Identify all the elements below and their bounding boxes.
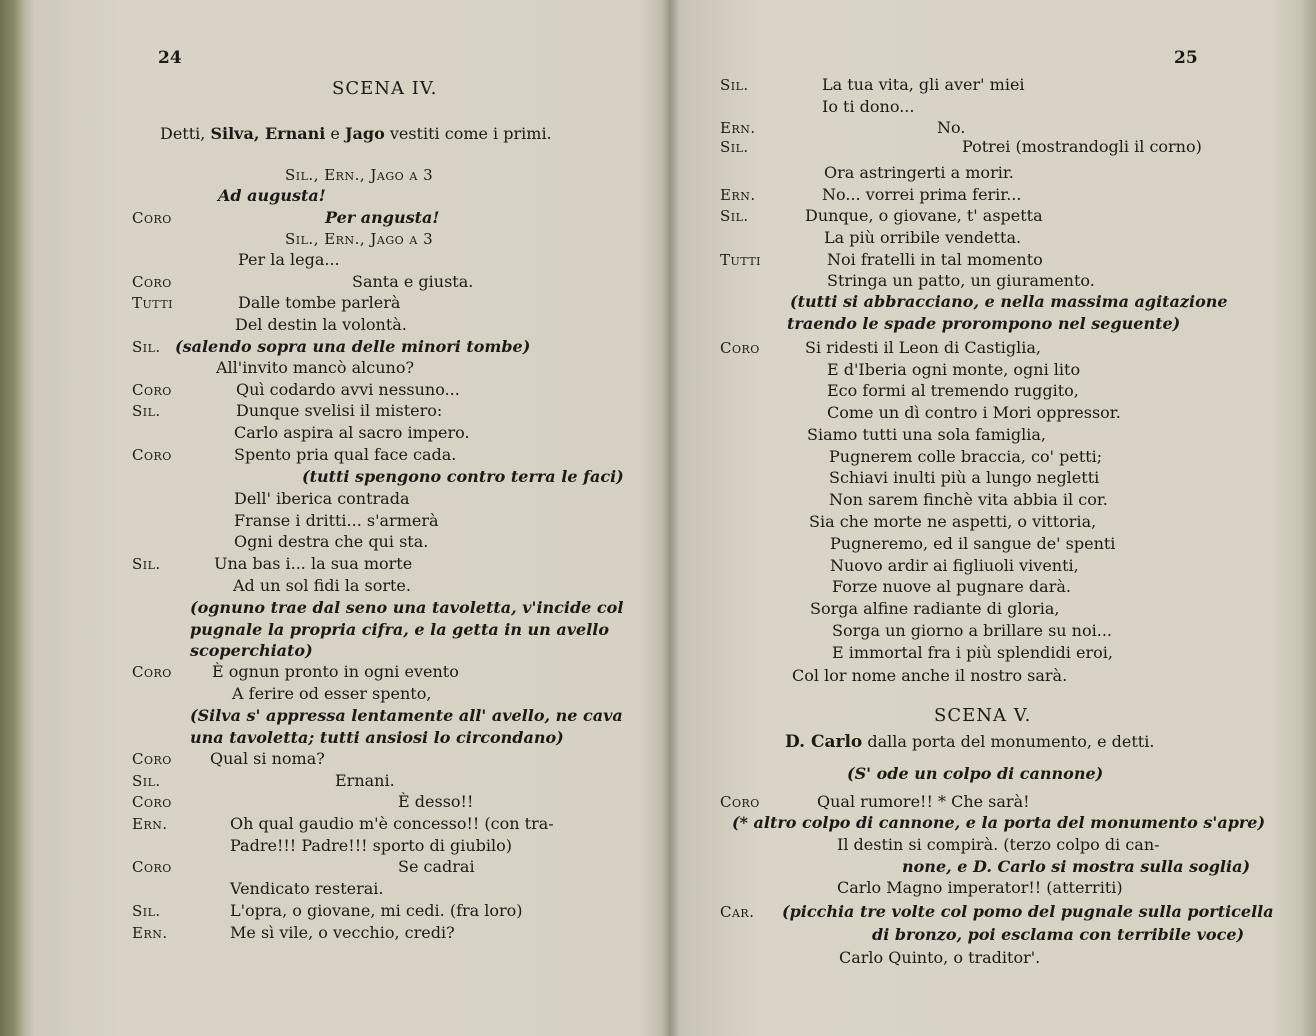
verse-line: Sil., Ern., Jago a 3: [285, 230, 434, 248]
verse-line: Schiavi inulti più a lungo negletti: [829, 468, 1100, 487]
verse-line: Spento pria qual face cada.: [234, 445, 457, 464]
verse-line: E d'Iberia ogni monte, ogni lito: [827, 360, 1081, 379]
speaker-label: Coro: [132, 663, 172, 681]
scene-title: SCENA IV.: [332, 78, 438, 99]
verse-line: Ora astringerti a morir.: [824, 163, 1014, 182]
stage-direction-line: Per angusta!: [325, 208, 440, 227]
stage-direction-line: (tutti spengono contro terra le faci): [302, 467, 624, 486]
verse-line: Col lor nome anche il nostro sarà.: [792, 666, 1068, 685]
verse-line: Qual rumore!! * Che sarà!: [817, 792, 1030, 811]
verse-line: Dunque, o giovane, t' aspetta: [805, 206, 1043, 225]
verse-line: Santa e giusta.: [352, 272, 474, 291]
verse-line: Quì codardo avvi nessuno...: [236, 380, 460, 399]
verse-line: Dalle tombe parlerà: [238, 293, 401, 312]
verse-line: La più orribile vendetta.: [824, 228, 1022, 247]
verse-line: È desso!!: [398, 792, 474, 811]
verse-line: Padre!!! Padre!!! sporto di giubilo): [230, 836, 512, 855]
verse-line: Come un dì contro i Mori oppressor.: [827, 403, 1121, 422]
speaker-label: Sil.: [132, 338, 161, 356]
stage-direction: [785, 732, 1154, 752]
speaker-label: Sil.: [720, 138, 749, 156]
speaker-label: Coro: [132, 750, 172, 768]
speaker-label: Ern.: [720, 119, 756, 137]
verse-line: Sil., Ern., Jago a 3: [285, 166, 434, 184]
scene-title: SCENA V.: [934, 705, 1032, 726]
stage-direction-line: (* altro colpo di cannone, e la porta del monumento s'apre): [732, 813, 1266, 832]
verse-line: Noi fratelli in tal momento: [827, 250, 1043, 269]
stage-direction-line: (tutti si abbracciano, e nella massima agitazione: [790, 292, 1228, 311]
verse-line: Non sarem finchè vita abbia il cor.: [829, 490, 1108, 509]
verse-line: Per la lega...: [238, 250, 340, 269]
stage-direction-line: una tavoletta; tutti ansiosi lo circondano): [190, 728, 564, 747]
verse-line: A ferire od esser spento,: [232, 684, 432, 703]
speaker-label: Ern.: [720, 186, 756, 204]
speaker-label: Coro: [132, 381, 172, 399]
speaker-label: Coro: [720, 339, 760, 357]
verse-line: Carlo aspira al sacro impero.: [234, 423, 470, 442]
verse-line: Franse i dritti... s'armerà: [234, 511, 439, 530]
verse-line: Stringa un patto, un giuramento.: [827, 271, 1095, 290]
verse-line: Dell' iberica contrada: [234, 489, 410, 508]
speaker-label: Sil.: [720, 76, 749, 94]
verse-line: È ognun pronto in ogni evento: [212, 662, 459, 681]
speaker-label: Ern.: [132, 815, 168, 833]
verse-line: Siamo tutti una sola famiglia,: [807, 425, 1046, 444]
stage-direction: [160, 124, 552, 144]
verse-line: Si ridesti il Leon di Castiglia,: [805, 338, 1042, 357]
page-number: 25: [1174, 48, 1198, 68]
verse-line: Nuovo ardir ai figliuoli viventi,: [830, 556, 1079, 575]
speaker-label: Sil.: [132, 555, 161, 573]
verse-line: Il destin si compirà. (terzo colpo di can-: [837, 835, 1160, 854]
direction-text: e: [325, 124, 345, 143]
speaker-label: Coro: [132, 858, 172, 876]
verse-line: L'opra, o giovane, mi cedi. (fra loro): [230, 901, 523, 920]
verse-line: Una bas i... la sua morte: [214, 554, 413, 573]
verse-line: Forze nuove al pugnare darà.: [832, 577, 1071, 596]
verse-line: Qual si noma?: [210, 749, 325, 768]
stage-direction-line: pugnale la propria cifra, e la getta in un avello: [190, 620, 610, 639]
speaker-label: Sil.: [132, 402, 161, 420]
speaker-label: Coro: [132, 209, 172, 227]
character-name: Jago: [344, 124, 385, 143]
speaker-label: Coro: [132, 793, 172, 811]
direction-text: vestiti come i primi.: [384, 124, 552, 143]
verse-line: Me sì vile, o vecchio, credi?: [230, 923, 455, 942]
speaker-label: Sil.: [132, 902, 161, 920]
verse-line: Dunque svelisi il mistero:: [236, 401, 443, 420]
verse-line: Sia che morte ne aspetti, o vittoria,: [809, 512, 1097, 531]
speaker-label: Coro: [132, 446, 172, 464]
verse-line: No... vorrei prima ferir...: [822, 185, 1022, 204]
speaker-label: Tutti: [720, 251, 761, 269]
stage-direction-line: (picchia tre volte col pomo del pugnale sulla porticella: [782, 902, 1274, 921]
direction-text: Detti,: [160, 124, 211, 143]
page-number: 24: [158, 48, 182, 68]
verse-line: La tua vita, gli aver' miei: [822, 75, 1025, 94]
right-page: [672, 0, 1316, 1036]
character-names: Silva, Ernani: [210, 124, 326, 143]
stage-direction-line: scoperchiato): [190, 641, 313, 660]
verse-line: Carlo Magno imperator!! (atterriti): [837, 878, 1123, 897]
stage-direction-line: (Silva s' appressa lentamente all' avello, ne cava: [190, 706, 623, 725]
direction-text: dalla porta del monumento, e detti.: [862, 732, 1155, 751]
stage-direction-line: traendo le spade prorompono nel seguente): [787, 314, 1181, 333]
verse-line: Se cadrai: [398, 857, 475, 876]
stage-direction-line: none, e D. Carlo si mostra sulla soglia): [902, 857, 1251, 876]
verse-line: Ad un sol fidi la sorte.: [233, 576, 411, 595]
verse-line: All'invito mancò alcuno?: [216, 358, 415, 377]
speaker-label: Car.: [720, 903, 755, 921]
verse-line: Potrei (mostrandogli il corno): [962, 137, 1202, 156]
speaker-label: Sil.: [720, 207, 749, 225]
verse-line: Del destin la volontà.: [235, 315, 407, 334]
character-name: D. Carlo: [785, 732, 863, 752]
verse-line: Io ti dono...: [822, 97, 915, 116]
verse-line: Sorga alfine radiante di gloria,: [810, 599, 1060, 618]
speaker-label: Ern.: [132, 924, 168, 942]
verse-line: E immortal fra i più splendidi eroi,: [832, 643, 1113, 662]
stage-direction-line: (S' ode un colpo di cannone): [847, 764, 1104, 783]
verse-line: Pugnerem colle braccia, co' petti;: [829, 447, 1103, 466]
speaker-label: Tutti: [132, 294, 173, 312]
speaker-label: Coro: [720, 793, 760, 811]
stage-direction-line: di bronzo, poi esclama con terribile voce): [872, 925, 1245, 944]
verse-line: Sorga un giorno a brillare su noi...: [832, 621, 1112, 640]
verse-line: Ernani.: [335, 771, 395, 790]
verse-line: Oh qual gaudio m'è concesso!! (con tra-: [230, 814, 554, 833]
speaker-label: Coro: [132, 273, 172, 291]
verse-line: Pugneremo, ed il sangue de' spenti: [830, 534, 1116, 553]
verse-line: Ogni destra che qui sta.: [234, 532, 429, 551]
stage-direction-line: (salendo sopra una delle minori tombe): [175, 337, 531, 356]
verse-line: Carlo Quinto, o traditor'.: [839, 948, 1041, 967]
speaker-label: Sil.: [132, 772, 161, 790]
verse-line: Eco formi al tremendo ruggito,: [827, 381, 1079, 400]
verse-line: No.: [937, 118, 966, 137]
stage-direction-line: (ognuno trae dal seno una tavoletta, v'incide col: [190, 598, 624, 617]
stage-direction-line: Ad augusta!: [218, 186, 326, 205]
verse-line: Vendicato resterai.: [230, 879, 384, 898]
